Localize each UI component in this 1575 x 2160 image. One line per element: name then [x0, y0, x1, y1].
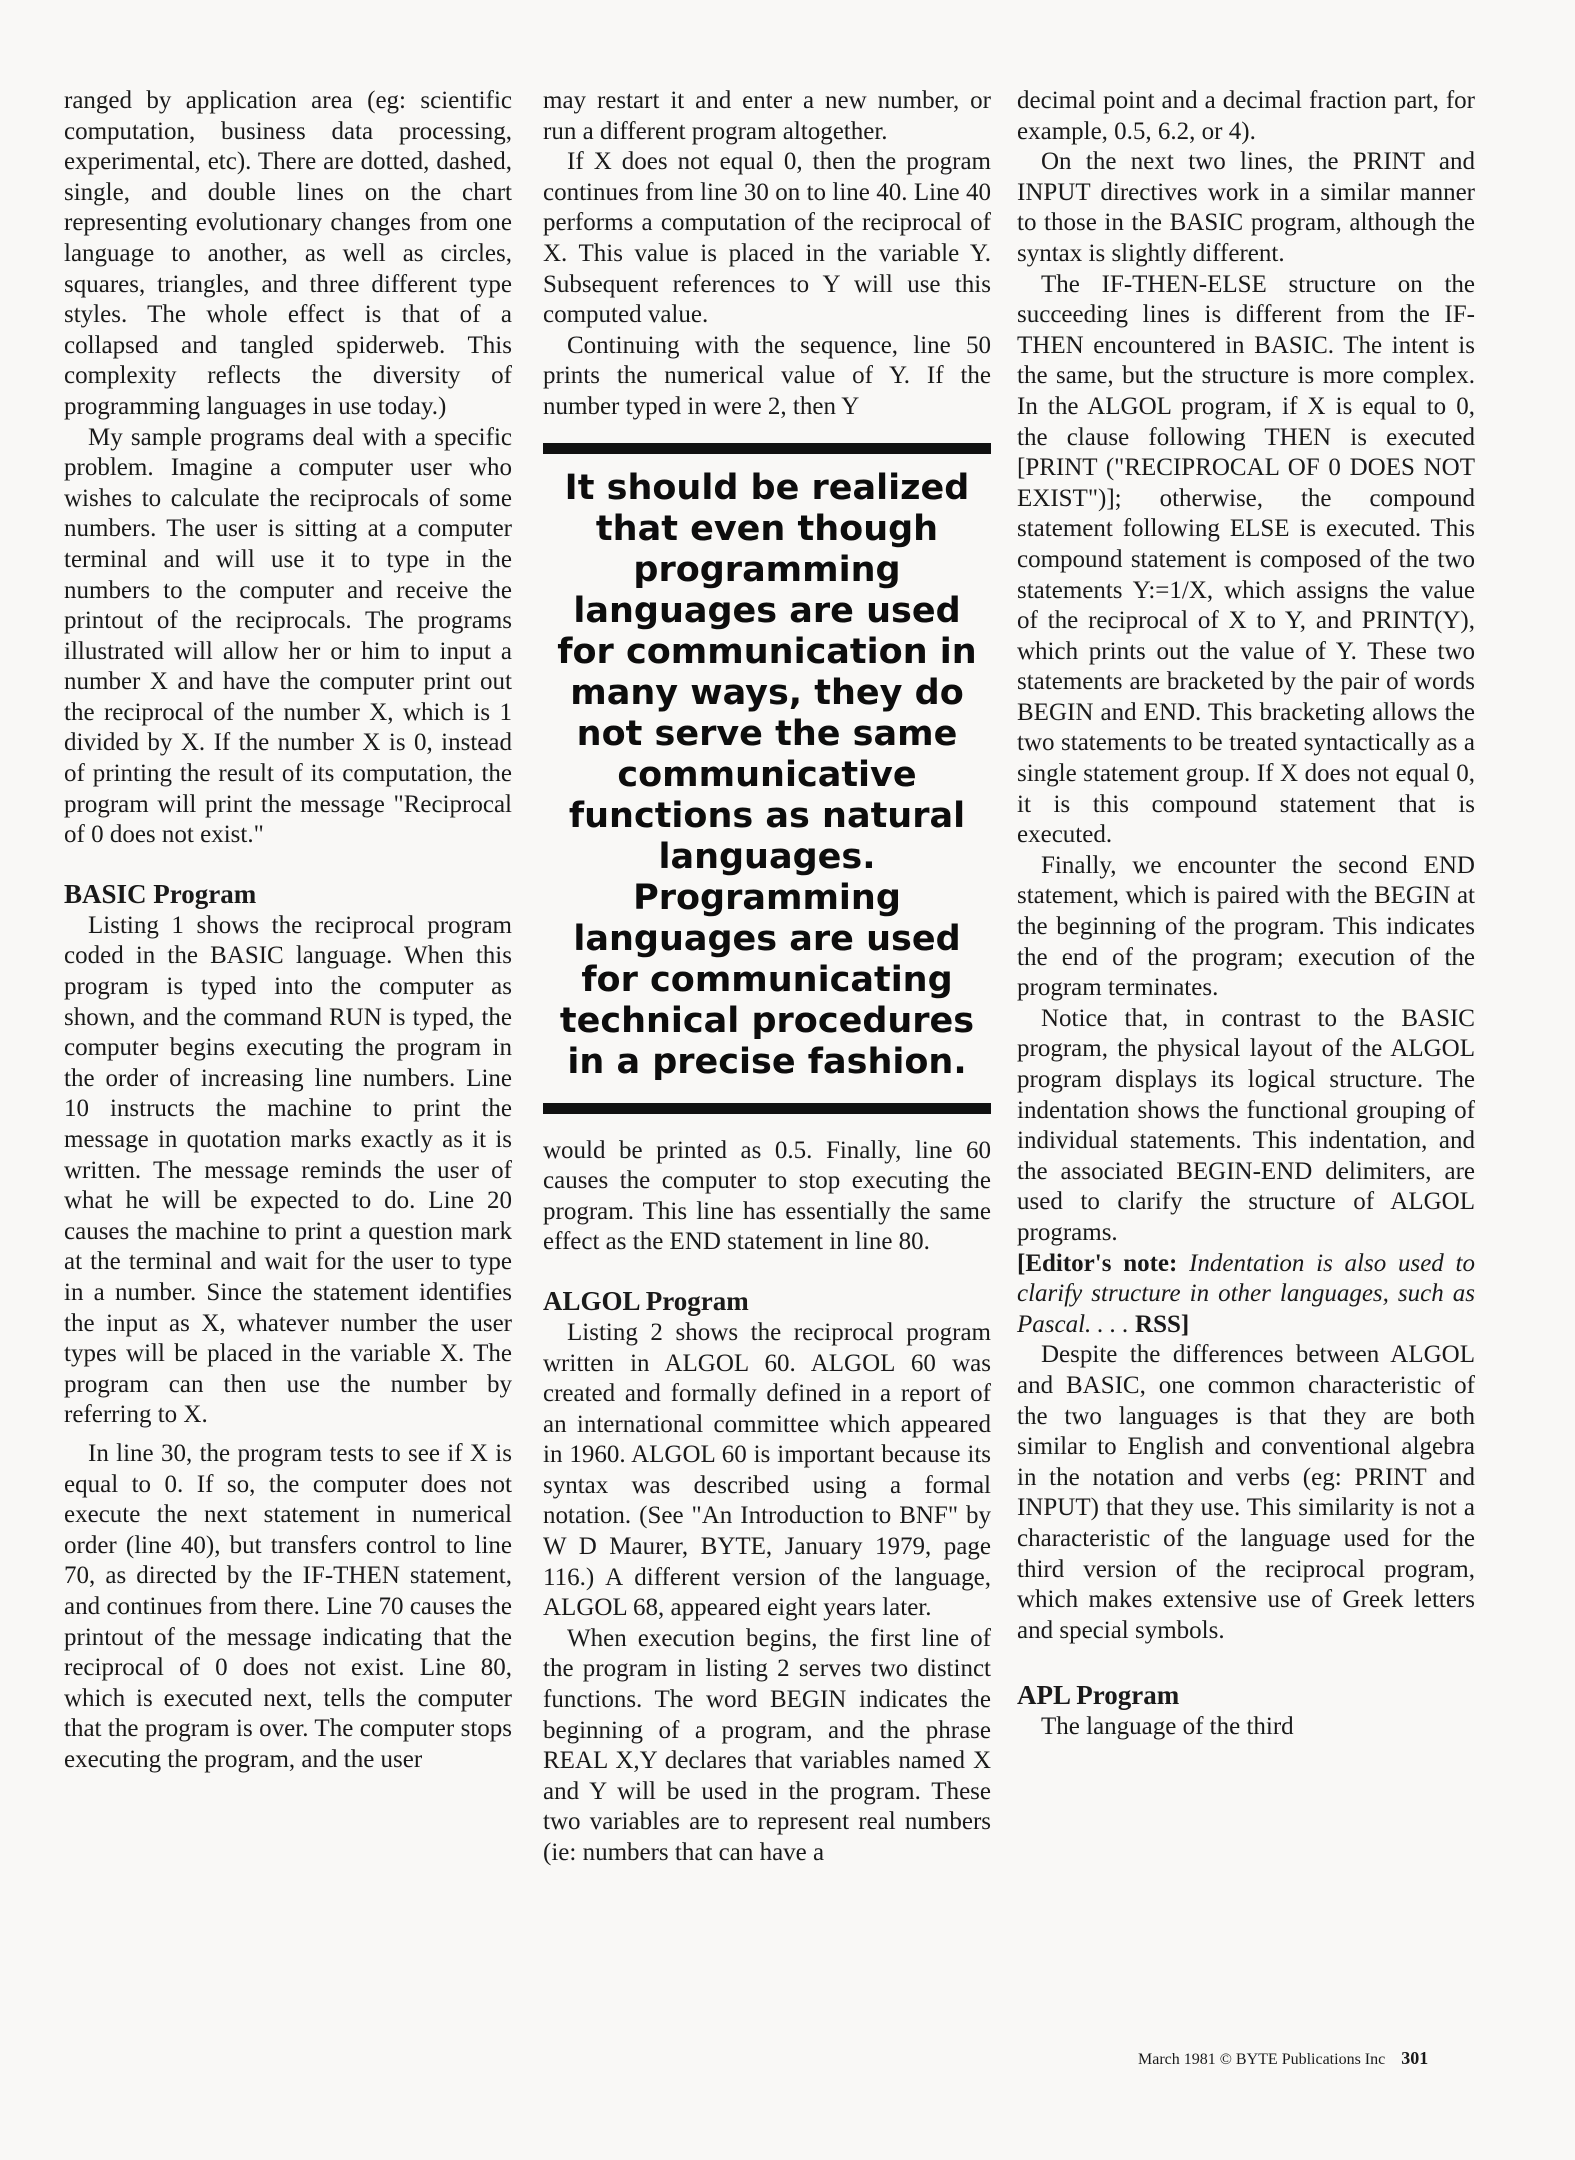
page-footer [1138, 2048, 1428, 2069]
issue-line: March 1981 © BYTE Publications Inc [1138, 2051, 1386, 2068]
editor-note-label: [Editor's note: [1017, 1249, 1178, 1277]
body-paragraph: Despite the differences between ALGOL and BASIC, one common characteristic of the two languages is that they are both similar to English and conventional algebra in the notation and verbs (eg: PRINT and INPUT) that they use. This similarity is not a characteristic of the language used for the third version of the reciprocal program, which makes extensive use of Greek letters and special symbols. [1017, 1341, 1475, 1644]
body-paragraph: The IF-THEN-ELSE structure on the succeeding lines is different from the IF-THEN encountered in BASIC. The intent is the same, but the structure is more complex. In the ALGOL program, if X is equal to 0, the clause following THEN is executed [PRINT ("RECIPROCAL OF 0 DOES NOT EXIST")]; otherwise, the compound statement following ELSE is executed. This compound statement is composed of the two statements Y:=1/X, which assigns the value of the reciprocal of X to Y, and PRINT(Y), which prints out the value of Y. These two statements are bracketed by the pair of words BEGIN and END. This bracketing allows the two statements to be treated syntactically as a single statement group. If X does not equal 0, it is this compound statement that is executed. [1017, 270, 1475, 849]
body-paragraph: ranged by application area (eg: scientific computation, business data processing, experimental, etc). There are dotted, dashed, single, and double lines on the chart representing evolutionary changes from one language to another, as well as circles, squares, triangles, and three different type styles. The whole effect is that of a collapsed and tangled spiderweb. This complexity reflects the diversity of programming languages in use today.) [64, 87, 512, 420]
body-paragraph: Listing 2 shows the reciprocal program written in ALGOL 60. ALGOL 60 was created and formally defined in a report of an international committee which appeared in 1960. ALGOL 60 is important because its syntax was described using a formal notation. (See "An Introduction to BNF" by W D Maurer, BYTE, January 1979, page 116.) A different version of the language, ALGOL 68, appeared eight years later. [543, 1318, 991, 1622]
body-paragraph: Finally, we encounter the second END statement, which is paired with the BEGIN at the beginning of the program. This indicates the end of the program; execution of the program terminates. [1017, 851, 1475, 1002]
body-paragraph: Continuing with the sequence, line 50 prints the numerical value of Y. If the number typed in were 2, then Y [543, 331, 991, 420]
page-number: 301 [1401, 2048, 1429, 2068]
body-paragraph: If X does not equal 0, then the program continues from line 30 on to line 40. Line 40 performs a computation of the reciprocal of X. This value is placed in the variable Y. Subsequent references to Y will use this computed value. [543, 148, 991, 329]
body-paragraph: would be printed as 0.5. Finally, line 60 causes the computer to stop executing the program. This line has essentially the same effect as the END statement in line 80. [543, 1136, 991, 1256]
body-paragraph: The language of the third [1041, 1713, 1294, 1741]
body-paragraph: On the next two lines, the PRINT and INPUT directives work in a similar manner to those in the BASIC program, although the syntax is slightly different. [1017, 148, 1475, 267]
body-paragraph: In line 30, the program tests to see if X is equal to 0. If so, the computer does not execute the next statement in numerical order (line 40), but transfers control to line 70, as directed by the IF-THEN statement, and continues from there. Line 70 causes the printout of the message indicating that the reciprocal of 0 does not exist. Line 80, which is executed next, tells the computer that the program is over. The computer stops executing the program, and the user [64, 1439, 512, 1773]
body-paragraph: Notice that, in contrast to the BASIC program, the physical layout of the ALGOL program displays its logical structure. The indentation shows the functional grouping of individual statements. This indentation, and the associated BEGIN-END delimiters, are used to clarify the structure of ALGOL programs. [1017, 1004, 1475, 1246]
editor-note-signature: RSS] [1135, 1310, 1190, 1338]
section-heading-basic: BASIC Program [64, 878, 257, 909]
editor-note-text: Indentation is also used to clarify structure in other languages, such as Pascal. . . . [1017, 1249, 1475, 1338]
body-paragraph: My sample programs deal with a specific problem. Imagine a computer user who wishes to calculate the reciprocals of some numbers. The user is sitting at a computer terminal and will use it to type in the numbers to the computer and receive the printout of the reciprocals. The programs illustrated will allow her or him to input a number X and have the computer print out the reciprocal of the number X, which is 1 divided by X. If the number X is 0, instead of printing the result of its computation, the program will print the message "Reciprocal of 0 does not exist." [64, 423, 512, 849]
pull-quote: It should be realized that even though programming languages are used for communication in many ways, they do not serve the same communicative functions as natural languages. Programming languages are used for communicating technical procedures in a precise fashion. [543, 443, 991, 1114]
column-1 [64, 86, 512, 1775]
column-3 [1017, 86, 1475, 1743]
body-paragraph: may restart it and enter a new number, or run a different program altogether. [543, 87, 991, 145]
body-paragraph: When execution begins, the first line of the program in listing 2 serves two distinct functions. The word BEGIN indicates the beginning of a program, and the phrase REAL X,Y declares that variables named X and Y will be used in the program. These two variables are to represent real numbers (ie: numbers that can have a [543, 1624, 991, 1866]
body-paragraph: Listing 1 shows the reciprocal program coded in the BASIC language. When this program is typed into the computer as shown, and the command RUN is typed, the computer begins executing the program in the order of increasing line numbers. Line 10 instructs the machine to print the message in quotation marks exactly as it is written. The message reminds the user of what he will be expected to do. Line 20 causes the machine to print a question mark at the terminal and wait for the user to type in a number. Since the statement identifies the input as X, whatever number the user types will be placed in the variable X. The program can then use the number by referring to X. [64, 911, 512, 1429]
body-paragraph: decimal point and a decimal fraction part, for example, 0.5, 6.2, or 4). [1017, 87, 1475, 145]
section-heading-apl: APL Program [1017, 1680, 1180, 1711]
editor-note [1017, 1249, 1475, 1341]
section-heading-algol: ALGOL Program [543, 1285, 749, 1316]
column-2 [543, 86, 991, 1869]
